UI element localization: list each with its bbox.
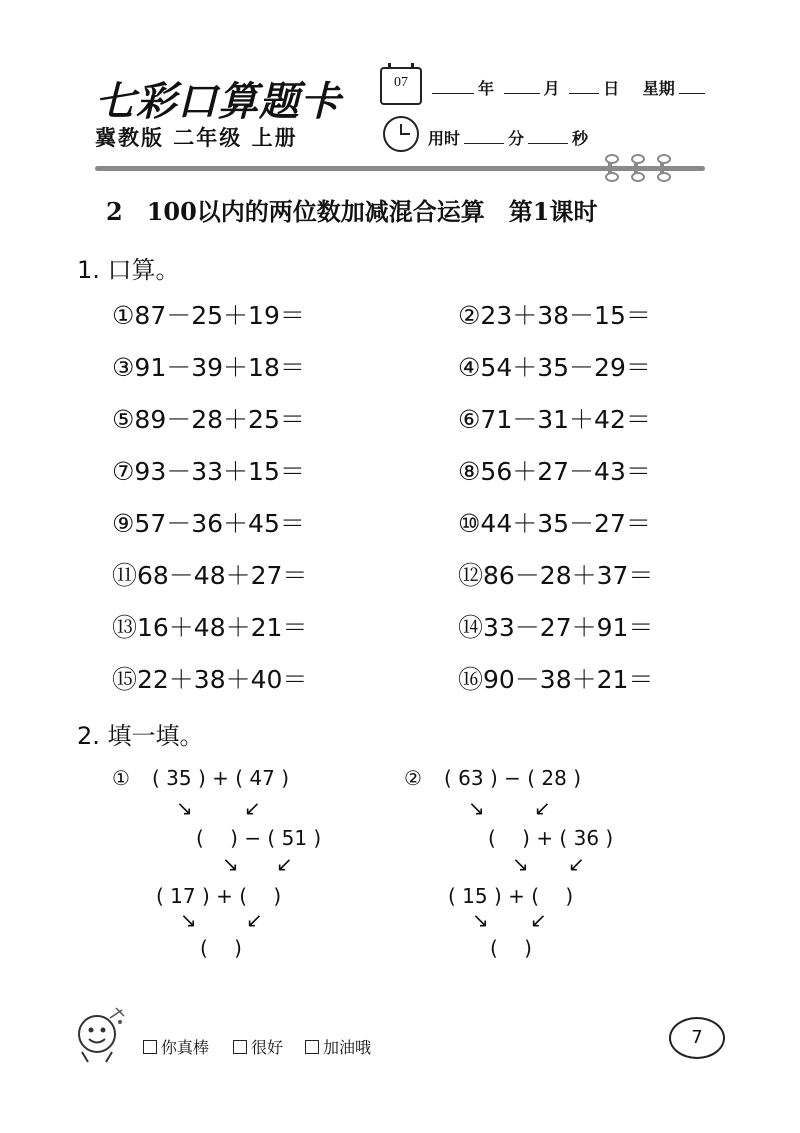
tree1-label: ① <box>112 766 130 790</box>
section2-heading: 2. 填一填。 <box>77 722 204 750</box>
tree1-row3[interactable]: ( 17 ) + ( ) <box>156 884 282 908</box>
header-divider <box>95 166 705 171</box>
rating-good[interactable] <box>233 1035 283 1058</box>
minute-label: 分 <box>508 129 525 148</box>
day-blank[interactable] <box>569 79 599 94</box>
weekday-blank[interactable] <box>679 79 705 94</box>
arrow-down-right-icon: ↘ <box>176 796 193 820</box>
problem-2: ②23＋38－15＝ <box>458 301 651 330</box>
weekday-label: 星期 <box>642 79 675 98</box>
problem-7: ⑦93－33＋15＝ <box>112 457 305 486</box>
tree1-row1: ( 35 ) + ( 47 ) <box>152 766 290 790</box>
problem-15: ⑮22＋38＋40＝ <box>112 665 308 694</box>
year-blank[interactable] <box>432 79 474 94</box>
lesson-title: 2 100以内的两位数加减混合运算 第1课时 <box>106 197 598 226</box>
calendar-number: 07 <box>394 75 408 90</box>
rating-label: 你真棒 <box>161 1038 210 1057</box>
problem-13: ⑬16＋48＋21＝ <box>112 613 308 642</box>
brand-title: 七彩口算题卡 <box>95 78 341 125</box>
time-fields <box>428 126 588 149</box>
arrow-down-left-icon: ↙ <box>568 852 585 876</box>
problem-9: ⑨57－36＋45＝ <box>112 509 305 538</box>
problem-5: ⑤89－28＋25＝ <box>112 405 305 434</box>
arrow-down-right-icon: ↘ <box>180 908 197 932</box>
tree1-row4[interactable]: ( ) <box>200 936 242 960</box>
second-blank[interactable] <box>528 129 568 144</box>
mascot-icon <box>70 1004 128 1066</box>
clock-icon <box>383 116 419 152</box>
arrow-down-left-icon: ↙ <box>244 796 261 820</box>
minute-blank[interactable] <box>464 129 504 144</box>
problem-11: ⑪68－48＋27＝ <box>112 561 308 590</box>
date-fields <box>428 76 709 99</box>
binder-ring-icon <box>634 156 638 180</box>
problem-12: ⑫86－28＋37＝ <box>458 561 654 590</box>
arrow-down-left-icon: ↙ <box>534 796 551 820</box>
problem-6: ⑥71－31＋42＝ <box>458 405 651 434</box>
problem-16: ⑯90－38＋21＝ <box>458 665 654 694</box>
arrow-down-right-icon: ↘ <box>222 852 239 876</box>
tree2-row4[interactable]: ( ) <box>490 936 532 960</box>
tree2-row1: ( 63 ) − ( 28 ) <box>444 766 582 790</box>
month-blank[interactable] <box>504 79 540 94</box>
checkbox-icon[interactable] <box>233 1040 247 1054</box>
arrow-down-right-icon: ↘ <box>512 852 529 876</box>
month-label: 月 <box>543 79 560 98</box>
arrow-down-right-icon: ↘ <box>468 796 485 820</box>
arrow-down-left-icon: ↙ <box>530 908 547 932</box>
rating-label: 很好 <box>251 1038 284 1057</box>
rating-label: 加油哦 <box>323 1038 372 1057</box>
arrow-down-right-icon: ↘ <box>472 908 489 932</box>
tree1-row2[interactable]: ( ) − ( 51 ) <box>196 826 322 850</box>
tree2-row3[interactable]: ( 15 ) + ( ) <box>448 884 574 908</box>
tree2-row2[interactable]: ( ) + ( 36 ) <box>488 826 614 850</box>
problem-8: ⑧56＋27－43＝ <box>458 457 651 486</box>
problem-10: ⑩44＋35－27＝ <box>458 509 651 538</box>
year-label: 年 <box>478 79 495 98</box>
checkbox-icon[interactable] <box>143 1040 157 1054</box>
binder-ring-icon <box>608 156 612 180</box>
arrow-down-left-icon: ↙ <box>246 908 263 932</box>
arrow-down-left-icon: ↙ <box>276 852 293 876</box>
checkbox-icon[interactable] <box>305 1040 319 1054</box>
problem-14: ⑭33－27＋91＝ <box>458 613 654 642</box>
problem-1: ①87－25＋19＝ <box>112 301 305 330</box>
rating-excellent[interactable] <box>143 1035 209 1058</box>
binder-ring-icon <box>660 156 664 180</box>
second-label: 秒 <box>572 129 589 148</box>
time-used-label: 用时 <box>428 129 461 148</box>
brand-subtitle: 冀教版 二年级 上册 <box>95 126 298 150</box>
section1-heading: 1. 口算。 <box>77 256 180 284</box>
page-number: 7 <box>669 1017 725 1059</box>
problem-4: ④54＋35－29＝ <box>458 353 651 382</box>
tree2-label: ② <box>404 766 422 790</box>
problem-3: ③91－39＋18＝ <box>112 353 305 382</box>
day-label: 日 <box>603 79 620 98</box>
calendar-icon <box>380 67 422 105</box>
rating-keep-going[interactable] <box>305 1035 371 1058</box>
